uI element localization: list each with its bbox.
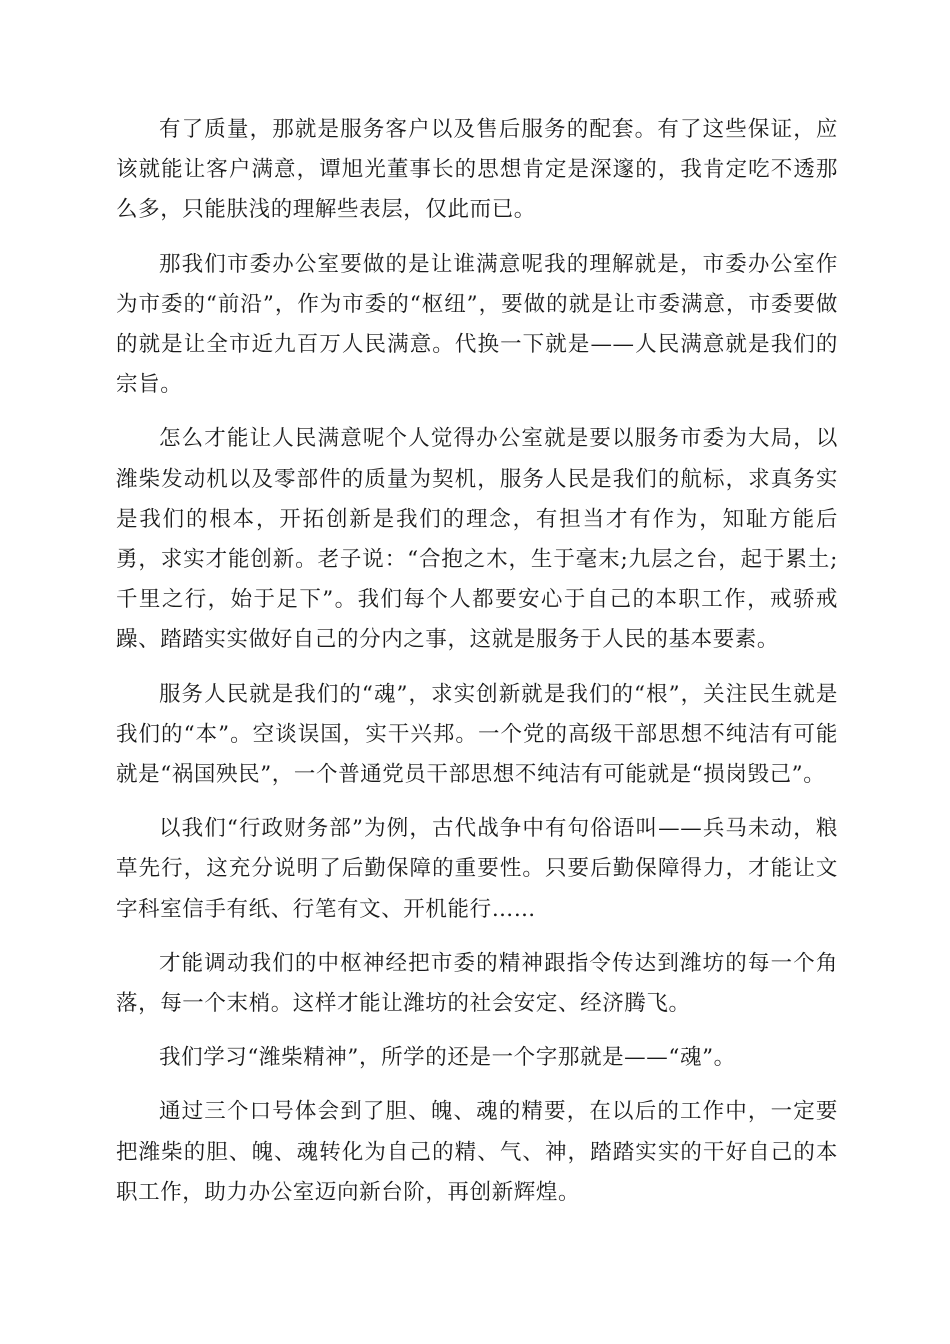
paragraph-2: 那我们市委办公室要做的是让谁满意呢我的理解就是，市委办公室作为市委的“前沿”，作为市委的“枢纽”，要做的就是让市委满意，市委要做的就是让全市近九百万人民满意。代换一下就是——人民满意就是我们的宗旨。 [116,251,838,398]
paragraph-4: 服务人民就是我们的“魂”，求实创新就是我们的“根”，关注民生就是我们的“本”。空谈误国，实干兴邦。一个党的高级干部思想不纯洁有可能就是“祸国殃民”，一个普通党员干部思想不纯洁有可能就是“损岗毁己”。 [116,681,838,788]
document-body [116,110,838,1227]
paragraph-5: 以我们“行政财务部”为例，古代战争中有句俗语叫——兵马未动，粮草先行，这充分说明了后勤保障的重要性。只要后勤保障得力，才能让文字科室信手有纸、行笔有文、开机能行…… [116,816,838,922]
paragraph-7: 我们学习“潍柴精神”，所学的还是一个字那就是——“魂”。 [159,1045,736,1071]
paragraph-8: 通过三个口号体会到了胆、魄、魂的精要，在以后的工作中，一定要把潍柴的胆、魄、魂转化为自己的精、气、神，踏踏实实的干好自己的本职工作，助力办公室迈向新台阶，再创新辉煌。 [116,1099,838,1205]
paragraph-1: 有了质量，那就是服务客户以及售后服务的配套。有了这些保证，应该就能让客户满意，谭旭光董事长的思想肯定是深邃的，我肯定吃不透那么多，只能肤浅的理解些表层，仅此而已。 [116,117,838,223]
paragraph-3: 怎么才能让人民满意呢个人觉得办公室就是要以服务市委为大局，以潍柴发动机以及零部件的质量为契机，服务人民是我们的航标，求真务实是我们的根本，开拓创新是我们的理念，有担当才有作为，知耻方能后勇，求实才能创新。老子说：“合抱之木，生于毫末;九层之台，起于累土;千里之行，始于足下”。我们每个人都要安心于自己的本职工作，戒骄戒躁、踏踏实实做好自己的分内之事，这就是服务于人民的基本要素。 [116,426,838,653]
paragraph-6: 才能调动我们的中枢神经把市委的精神跟指令传达到潍坊的每一个角落，每一个末梢。这样才能让潍坊的社会安定、经济腾飞。 [116,950,838,1017]
